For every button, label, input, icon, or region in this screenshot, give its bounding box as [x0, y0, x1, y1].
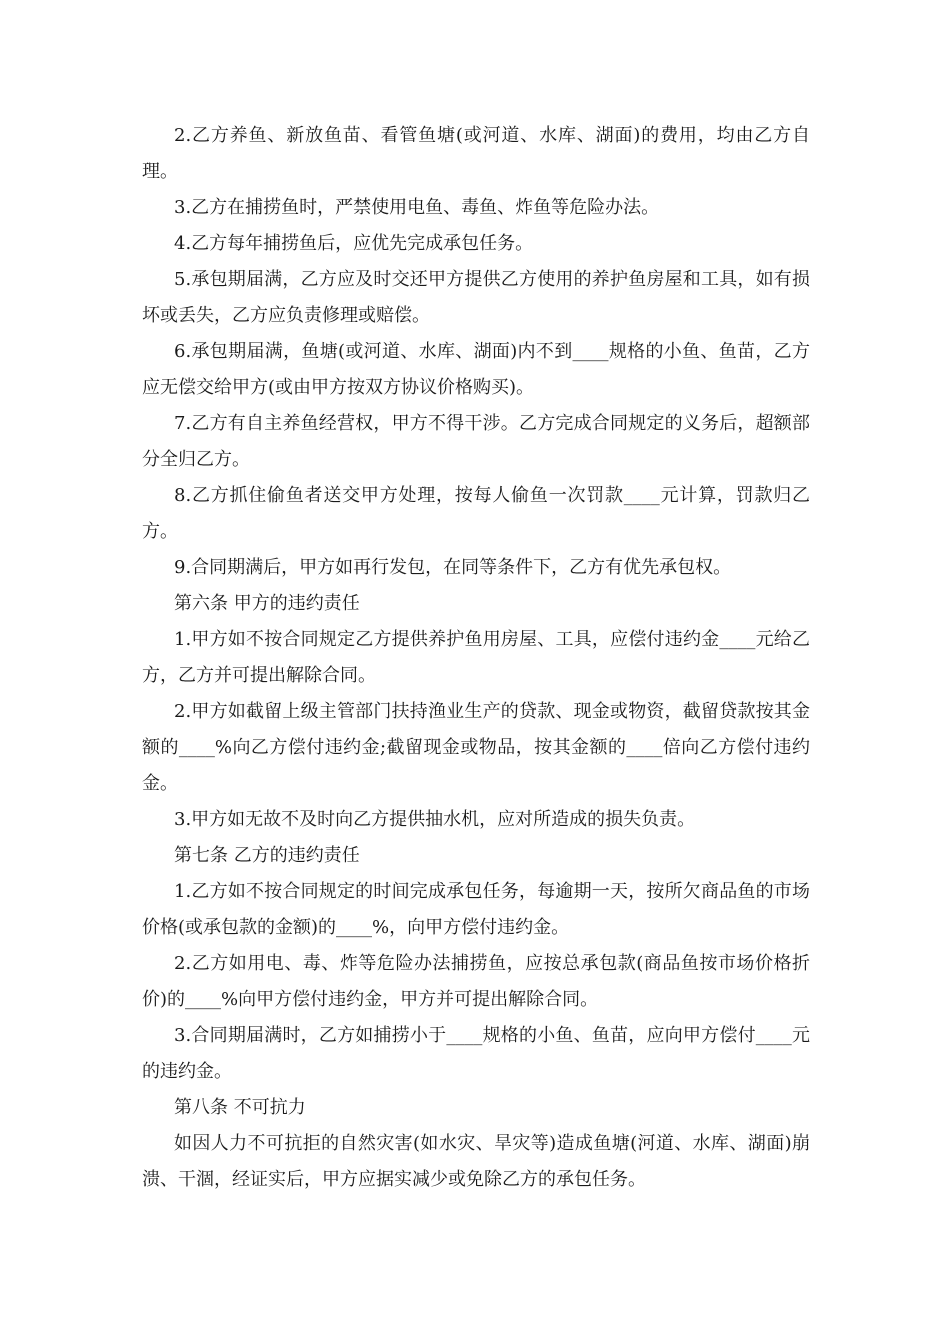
paragraph: 3.甲方如无故不及时向乙方提供抽水机，应对所造成的损失负责。: [174, 809, 696, 830]
paragraph: 1.乙方如不按合同规定的时间完成承包任务，每逾期一天，按所欠商品鱼的市场价格(或承包款的金额)的____%，向甲方偿付违约金。: [142, 881, 810, 938]
section-heading: 第八条 不可抗力: [174, 1097, 306, 1118]
paragraph: 3.合同期届满时，乙方如捕捞小于____规格的小鱼、鱼苗，应向甲方偿付____元的违约金。: [142, 1025, 810, 1082]
paragraph: 7.乙方有自主养鱼经营权，甲方不得干涉。乙方完成合同规定的义务后，超额部分全归乙方。: [142, 413, 810, 470]
paragraph: 8.乙方抓住偷鱼者送交甲方处理，按每人偷鱼一次罚款____元计算，罚款归乙方。: [142, 485, 810, 542]
paragraph: 2.甲方如截留上级主管部门扶持渔业生产的贷款、现金或物资，截留贷款按其金额的____%向乙方偿付违约金;截留现金或物品，按其金额的____倍向乙方偿付违约金。: [142, 701, 810, 794]
paragraph: 3.乙方在捕捞鱼时，严禁使用电鱼、毒鱼、炸鱼等危险办法。: [174, 197, 660, 218]
document-body: [142, 118, 810, 1198]
paragraph: 2.乙方养鱼、新放鱼苗、看管鱼塘(或河道、水库、湖面)的费用，均由乙方自理。: [142, 125, 810, 182]
paragraph: 4.乙方每年捕捞鱼后，应优先完成承包任务。: [174, 233, 534, 254]
paragraph: 如因人力不可抗拒的自然灾害(如水灾、旱灾等)造成鱼塘(河道、水库、湖面)崩溃、干涸，经证实后，甲方应据实减少或免除乙方的承包任务。: [142, 1133, 810, 1190]
paragraph: 1.甲方如不按合同规定乙方提供养护鱼用房屋、工具，应偿付违约金____元给乙方，乙方并可提出解除合同。: [142, 629, 810, 686]
paragraph: 5.承包期届满，乙方应及时交还甲方提供乙方使用的养护鱼房屋和工具，如有损坏或丢失，乙方应负责修理或赔偿。: [142, 269, 810, 326]
section-heading: 第七条 乙方的违约责任: [174, 845, 360, 866]
paragraph: 2.乙方如用电、毒、炸等危险办法捕捞鱼，应按总承包款(商品鱼按市场价格折价)的____%向甲方偿付违约金，甲方并可提出解除合同。: [142, 953, 810, 1010]
paragraph: 9.合同期满后，甲方如再行发包，在同等条件下，乙方有优先承包权。: [174, 557, 732, 578]
paragraph: 6.承包期届满，鱼塘(或河道、水库、湖面)内不到____规格的小鱼、鱼苗，乙方应无偿交给甲方(或由甲方按双方协议价格购买)。: [142, 341, 810, 398]
section-heading: 第六条 甲方的违约责任: [174, 593, 360, 614]
